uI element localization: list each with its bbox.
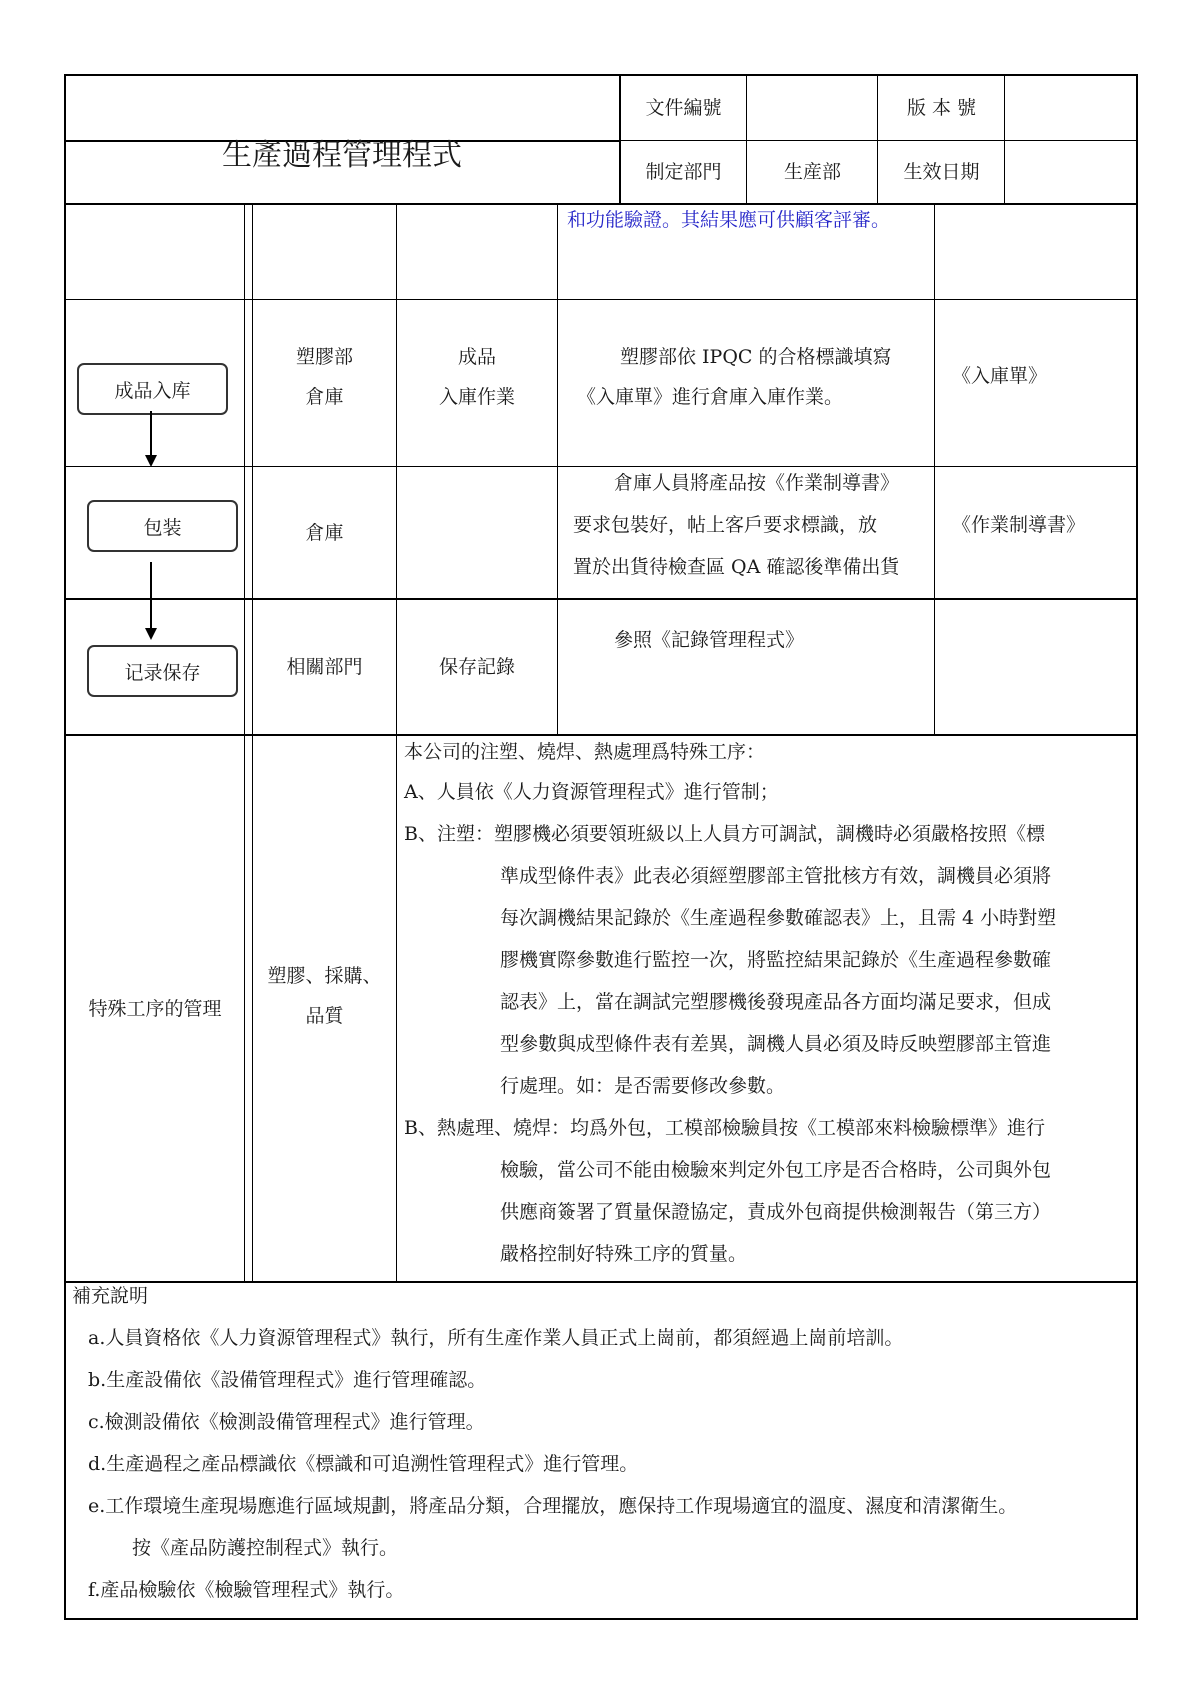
flow-step-label: 记录保存 <box>124 661 201 684</box>
supplement-item: f.產品檢驗依《檢驗管理程式》執行。 <box>88 1579 405 1601</box>
flow-arrow-line <box>150 562 152 630</box>
flow-arrow-down-icon <box>145 628 157 640</box>
page-title: 生產過程管理程式 <box>222 138 462 173</box>
row2-content-line2: 《入庫單》進行倉庫入庫作業。 <box>577 386 844 408</box>
special-process-label: 特殊工序的管理 <box>88 997 222 1020</box>
row4-dept: 相關部門 <box>286 656 363 678</box>
flow-step-label: 成品入库 <box>114 379 191 402</box>
effective-date-label: 生效日期 <box>903 161 980 183</box>
special-dept-line1: 塑膠、採購、 <box>267 965 382 987</box>
supplement-item: a.人員資格依《人力資源管理程式》執行，所有生產作業人員正式上崗前，都須經過上崗前培訓。 <box>88 1327 904 1349</box>
special-line: 行處理。如：是否需要修改參數。 <box>500 1075 786 1097</box>
special-line: 認表》上，當在調試完塑膠機後發現產品各方面均滿足要求，但成 <box>500 991 1052 1013</box>
flow-step-finished-storage <box>77 363 228 415</box>
row2-dept-line2: 倉庫 <box>305 386 344 408</box>
row1-content: 和功能驗證。其結果應可供顧客評審。 <box>567 209 891 231</box>
dept-value: 生産部 <box>783 161 841 183</box>
row3-content-line3: 置於出貨待檢查區 QA 確認後準備出貨 <box>573 556 900 578</box>
special-line: B、注塑：塑膠機必須要領班級以上人員方可調試，調機時必須嚴格按照《標 <box>404 823 1045 845</box>
special-line: B、熱處理、燒焊：均爲外包，工模部檢驗員按《工模部來料檢驗標準》進行 <box>404 1117 1045 1139</box>
supplement-item: c.檢測設備依《檢測設備管理程式》進行管理。 <box>88 1411 485 1433</box>
doc-number-value <box>748 76 877 140</box>
row2-task <box>397 337 557 417</box>
effective-date-value <box>1006 141 1136 203</box>
supplement-item: 按《產品防護控制程式》執行。 <box>132 1537 399 1559</box>
special-line: 檢驗，當公司不能由檢驗來判定外包工序是否合格時，公司與外包 <box>500 1159 1052 1181</box>
row4-content: 參照《記錄管理程式》 <box>614 629 805 651</box>
special-line: 型參數與成型條件表有差異，調機人員必須及時反映塑膠部主管進 <box>500 1033 1052 1055</box>
flow-step-packing <box>87 500 238 552</box>
flow-arrow-down-icon <box>145 455 157 467</box>
special-line: 準成型條件表》此表必須經塑膠部主管批核方有效，調機員必須將 <box>500 865 1052 887</box>
flow-step-label: 包装 <box>143 516 182 539</box>
row2-dept <box>253 337 396 417</box>
flow-arrow-line <box>150 411 152 457</box>
row2-content-line1: 塑膠部依 IPQC 的合格標識填寫 <box>620 346 892 368</box>
supplement-item: d.生產過程之產品標識依《標識和可追溯性管理程式》進行管理。 <box>88 1453 639 1475</box>
row3-dept: 倉庫 <box>305 521 344 544</box>
row3-content-line2: 要求包裝好，帖上客戶要求標識，放 <box>573 514 878 536</box>
supplement-title: 補充說明 <box>72 1285 149 1307</box>
version-label: 版 本 號 <box>906 97 977 119</box>
version-value <box>1006 76 1136 140</box>
special-line: A、人員依《人力資源管理程式》進行管制； <box>404 781 779 803</box>
special-line: 膠機實際參數進行監控一次，將監控結果記錄於《生產過程參數確 <box>500 949 1052 971</box>
special-line: 每次調機結果記錄於《生產過程參數確認表》上，且需 4 小時對塑 <box>500 907 1057 929</box>
supplement-item: b.生產設備依《設備管理程式》進行管理確認。 <box>88 1369 487 1391</box>
supplement-item: e.工作環境生產現場應進行區域規劃，將產品分類，合理擺放，應保持工作現場適宜的溫度、濕度和清潔衛生。 <box>88 1495 1018 1517</box>
special-dept-line2: 品質 <box>305 1005 344 1027</box>
row2-task-line1: 成品 <box>457 346 496 368</box>
dept-label: 制定部門 <box>645 161 722 183</box>
special-line: 本公司的注塑、燒焊、熱處理爲特殊工序： <box>404 741 766 763</box>
row3-content-line1: 倉庫人員將產品按《作業制導書》 <box>614 472 900 494</box>
doc-number-label: 文件編號 <box>645 97 722 119</box>
flow-step-record-keeping <box>87 645 238 697</box>
row3-record: 《作業制導書》 <box>952 514 1086 536</box>
row4-task: 保存記錄 <box>438 656 515 678</box>
row2-record: 《入庫單》 <box>952 365 1048 387</box>
row2-task-line2: 入庫作業 <box>438 386 515 408</box>
special-line: 供應商簽署了質量保證協定，責成外包商提供檢測報告（第三方） <box>500 1201 1052 1223</box>
special-process-dept <box>253 956 396 1036</box>
row2-dept-line1: 塑膠部 <box>295 346 353 368</box>
special-line: 嚴格控制好特殊工序的質量。 <box>500 1243 748 1265</box>
